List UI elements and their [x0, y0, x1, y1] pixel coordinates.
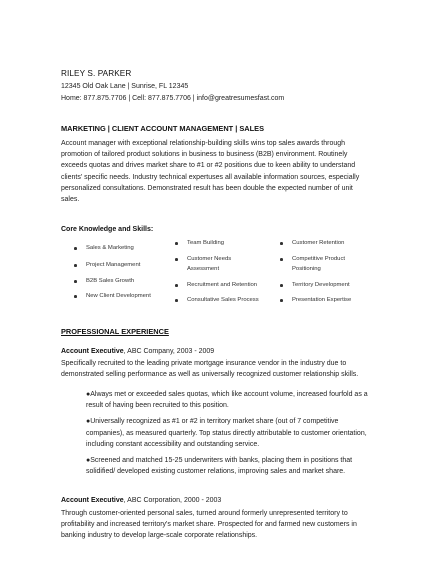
skill-item: New Client Development: [86, 292, 151, 300]
core-skills-heading: Core Knowledge and Skills:: [61, 226, 154, 233]
skill-item: Customer Needs: [187, 255, 231, 263]
job-1-achievements: [86, 389, 368, 477]
summary-line: Account manager with exceptional relationship-building skills wins top sales awards through: [61, 140, 346, 147]
candidate-name: RILEY S. PARKER: [61, 69, 132, 78]
job-1-bullet: companies), as measured quarterly. Top status directly attributable to customer orientation,: [86, 429, 367, 437]
job-2-title: Account Executive: [61, 497, 124, 504]
headline: MARKETING | CLIENT ACCOUNT MANAGEMENT | SALES: [61, 124, 264, 133]
bullet-icon: [74, 295, 77, 298]
bullet-icon: [280, 258, 283, 261]
skill-item: Sales & Marketing: [86, 244, 134, 252]
bullet-icon: [175, 258, 178, 261]
job-1-bullet: ●Screened and matched 15-25 underwriters with banks, placing them in positions that: [86, 457, 353, 465]
bullet-icon: [74, 247, 77, 250]
job-1-bullet: ●Universally recognized as #1 or #2 in territory market share (out of 7 competitive: [86, 418, 339, 426]
bullet-icon: [74, 280, 77, 283]
bullet-icon: [175, 242, 178, 245]
summary-line: clients' specific needs. Industry technical expertuses all available information sources, especially: [61, 173, 360, 181]
job-1-desc-line: demonstrated selling performance as well as universally recognized customer relationship skills.: [61, 371, 359, 379]
summary-line: personalized consultations. Demonstrated result has been double the expected number of unit: [61, 184, 353, 192]
job-2-header: [61, 496, 221, 505]
summary-line: promotion of tailored product solutions in business to business (B2B) environment. Routinely: [61, 151, 348, 159]
bullet-icon: [74, 264, 77, 267]
job-1-desc-line: Specifically recruited to the leading private mortgage insurance vendor in the industry due to: [61, 360, 347, 367]
skill-item: Customer Retention: [292, 239, 344, 247]
job-1-detail: , ABC Company, 2003 - 2009: [123, 348, 215, 355]
job-1-bullet: ●Always met or exceeded sales quotas, which like account volume, increased fourfold as a: [86, 391, 368, 398]
contact-line: Home: 877.875.7706 | Cell: 877.875.7706 | info@greatresumesfast.com: [61, 95, 285, 102]
skill-item: Project Management: [86, 261, 140, 269]
experience-heading: PROFESSIONAL EXPERIENCE: [61, 327, 169, 336]
skill-item: Team Building: [187, 239, 224, 247]
bullet-icon: [175, 299, 178, 302]
bullet-icon: [280, 299, 283, 302]
skill-item: B2B Sales Growth: [86, 277, 134, 285]
summary-paragraph: [61, 138, 359, 205]
bullet-icon: [280, 242, 283, 245]
job-1-bullet: including constant accessibility and outstanding service.: [86, 440, 260, 448]
skill-item: Presentation Expertise: [292, 296, 351, 304]
skill-item: Recruitment and Retention: [187, 281, 257, 289]
skill-item: Competitive Product: [292, 255, 345, 263]
job-2-description: [61, 508, 357, 542]
job-2-desc-line: Through customer-oriented personal sales, turned around formerly unrepresented territory to: [61, 510, 348, 517]
job-1-header: [61, 347, 214, 356]
address-line: 12345 Old Oak Lane | Sunrise, FL 12345: [61, 83, 189, 90]
skill-item: Territory Development: [292, 281, 350, 289]
bullet-icon: [175, 284, 178, 287]
skill-item: Consultative Sales Process: [187, 296, 259, 304]
summary-line: exceeds quotas and drives market share to #1 or #2 positions due to keen ability to understand: [61, 162, 356, 170]
job-2-desc-line: profitability and increased territory's market share. Prospected for and farmed new customers in: [61, 521, 357, 529]
job-1-bullet: result of having been recruited to this position.: [86, 402, 229, 410]
summary-line: sales.: [61, 196, 80, 204]
job-1-title: Account Executive: [61, 348, 124, 355]
job-2-detail: , ABC Corporation, 2000 - 2003: [123, 497, 222, 504]
bullet-icon: [280, 284, 283, 287]
job-1-description: [61, 358, 358, 380]
job-2-desc-line: banking industry to develop large-scale corporate relationships.: [61, 532, 258, 540]
skill-item-continued: Positioning: [292, 266, 321, 272]
job-1-bullet: solidified/ developed existing customer relations, improving sales and market share.: [86, 468, 346, 476]
skill-item-continued: Assessment: [187, 266, 220, 272]
